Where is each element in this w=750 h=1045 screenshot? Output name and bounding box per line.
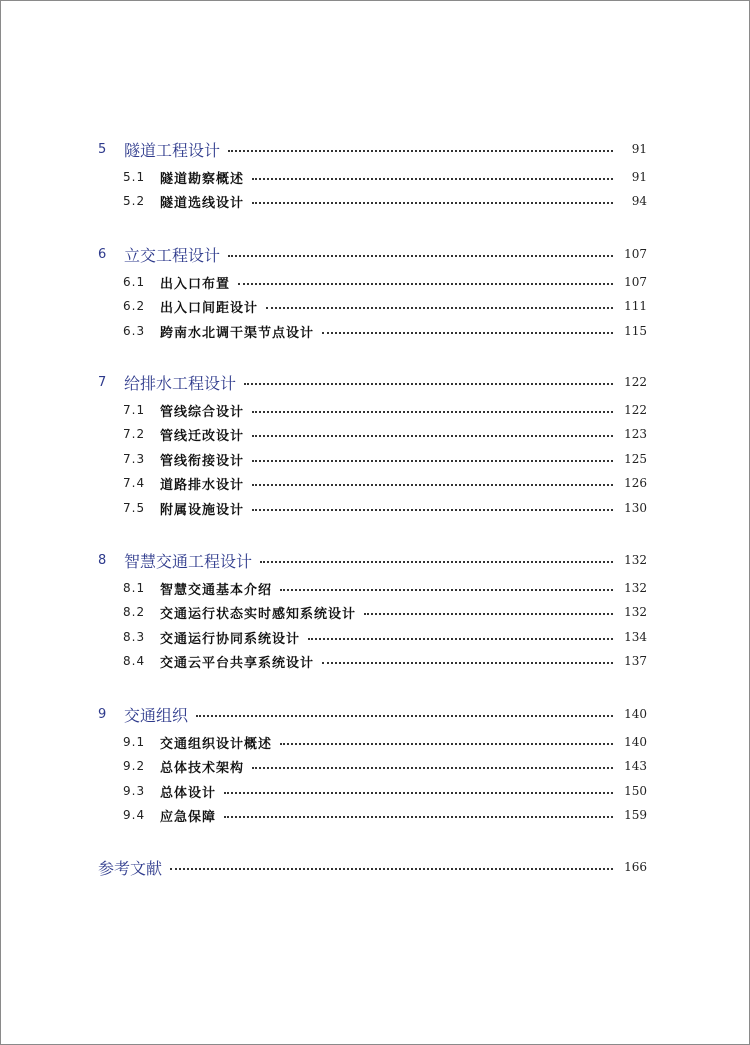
toc-chapter-6[interactable]: [98, 243, 647, 265]
dot-leader: [252, 460, 613, 462]
dot-leader: [252, 411, 613, 413]
dot-leader: [280, 589, 613, 591]
toc-section-8-4-page-number: 137: [624, 654, 647, 668]
dot-leader: [238, 283, 613, 285]
toc-section-7-4-title: 道路排水设计: [160, 477, 245, 493]
toc-section-9-2[interactable]: [123, 755, 647, 777]
toc-section-9-3-page-number: 150: [624, 784, 647, 798]
toc-section-9-4-page-number: 159: [624, 808, 647, 822]
toc-section-9-1-number: 9.1: [123, 735, 146, 749]
dot-leader: [260, 561, 613, 563]
toc-chapter-5-number: 5: [98, 141, 107, 157]
toc-section-9-1[interactable]: [123, 731, 647, 753]
toc-section-6-2[interactable]: [123, 295, 647, 317]
toc-section-6-3[interactable]: [123, 320, 647, 342]
toc-section-7-2-page-number: 123: [624, 427, 647, 441]
toc-chapter-9-number: 9: [98, 706, 107, 722]
toc-section-6-3-number: 6.3: [123, 324, 146, 338]
dot-leader: [224, 792, 613, 794]
toc-section-7-4-page-number: 126: [624, 476, 647, 490]
toc-chapter-7[interactable]: [98, 371, 647, 393]
toc-chapter-5-title: 隧道工程设计: [124, 140, 221, 160]
toc-section-5-1-page-number: 91: [631, 170, 647, 184]
toc-section-5-1-title: 隧道勘察概述: [160, 171, 245, 187]
toc-chapter-8-number: 8: [98, 552, 107, 568]
dot-leader: [224, 816, 613, 818]
dot-leader: [244, 383, 613, 385]
toc-chapter-6-page-number: 107: [624, 247, 647, 261]
toc-section-6-3-page-number: 115: [624, 324, 647, 338]
toc-section-9-3[interactable]: [123, 780, 647, 802]
toc-section-8-4-title: 交通云平台共享系统设计: [160, 655, 315, 671]
toc-chapter-5[interactable]: [98, 138, 647, 160]
toc-section-8-2-number: 8.2: [123, 605, 146, 619]
toc-section-6-2-page-number: 111: [624, 299, 647, 313]
toc-section-7-5-title: 附属设施设计: [160, 502, 245, 518]
toc-section-7-2-number: 7.2: [123, 427, 146, 441]
toc-section-8-3-title: 交通运行协同系统设计: [160, 631, 301, 647]
toc-section-7-3[interactable]: [123, 448, 647, 470]
toc-chapter-8[interactable]: [98, 549, 647, 571]
dot-leader: [228, 255, 613, 257]
toc-chapter-8-title: 智慧交通工程设计: [124, 551, 253, 571]
toc-section-6-1-page-number: 107: [624, 275, 647, 289]
dot-leader: [266, 307, 613, 309]
dot-leader: [280, 743, 613, 745]
toc-section-8-2-title: 交通运行状态实时感知系统设计: [160, 606, 357, 622]
dot-leader: [252, 178, 613, 180]
toc-section-6-1-title: 出入口布置: [160, 276, 231, 292]
dot-leader: [252, 767, 613, 769]
toc-section-5-1[interactable]: [123, 166, 647, 188]
toc-section-8-3-number: 8.3: [123, 630, 146, 644]
toc-references-page-number: 166: [624, 860, 647, 874]
toc-section-8-1-page-number: 132: [624, 581, 647, 595]
toc-section-7-4-number: 7.4: [123, 476, 146, 490]
toc-section-8-3[interactable]: [123, 626, 647, 648]
toc-chapter-7-number: 7: [98, 374, 107, 390]
dot-leader: [252, 509, 613, 511]
toc-section-7-3-title: 管线衔接设计: [160, 453, 245, 469]
toc-section-8-3-page-number: 134: [624, 630, 647, 644]
toc-section-7-1-number: 7.1: [123, 403, 146, 417]
toc-chapter-9-title: 交通组织: [124, 705, 189, 725]
dot-leader: [252, 484, 613, 486]
toc-chapter-6-title: 立交工程设计: [124, 245, 221, 265]
toc-section-9-4-number: 9.4: [123, 808, 146, 822]
toc-section-7-5-page-number: 130: [624, 501, 647, 515]
toc-section-7-1-page-number: 122: [624, 403, 647, 417]
toc-references-title: 参考文献: [98, 858, 163, 878]
toc-section-8-1[interactable]: [123, 577, 647, 599]
toc-chapter-6-number: 6: [98, 246, 107, 262]
toc-section-7-5-number: 7.5: [123, 501, 146, 515]
toc-section-8-4[interactable]: [123, 650, 647, 672]
toc-section-6-1-number: 6.1: [123, 275, 146, 289]
toc-section-7-3-number: 7.3: [123, 452, 146, 466]
table-of-contents: [1, 1, 749, 1044]
toc-section-7-2-title: 管线迁改设计: [160, 428, 245, 444]
toc-section-7-1-title: 管线综合设计: [160, 404, 245, 420]
toc-section-6-2-number: 6.2: [123, 299, 146, 313]
toc-section-5-1-number: 5.1: [123, 170, 146, 184]
toc-section-5-2-number: 5.2: [123, 194, 146, 208]
toc-chapter-7-page-number: 122: [624, 375, 647, 389]
toc-section-6-3-title: 跨南水北调干渠节点设计: [160, 325, 315, 341]
dot-leader: [364, 613, 613, 615]
dot-leader: [252, 202, 613, 204]
toc-section-5-2-title: 隧道选线设计: [160, 195, 245, 211]
toc-section-7-1[interactable]: [123, 399, 647, 421]
toc-chapter-5-page-number: 91: [631, 142, 647, 156]
dot-leader: [308, 638, 613, 640]
dot-leader: [170, 868, 613, 870]
toc-chapter-7-title: 给排水工程设计: [124, 373, 237, 393]
toc-section-8-2-page-number: 132: [624, 605, 647, 619]
dot-leader: [196, 715, 613, 717]
toc-chapter-8-page-number: 132: [624, 553, 647, 567]
toc-section-6-1[interactable]: [123, 271, 647, 293]
toc-section-8-1-title: 智慧交通基本介绍: [160, 582, 273, 598]
toc-section-8-4-number: 8.4: [123, 654, 146, 668]
toc-chapter-9[interactable]: [98, 703, 647, 725]
dot-leader: [252, 435, 613, 437]
toc-section-5-2[interactable]: [123, 190, 647, 212]
dot-leader: [322, 662, 613, 664]
toc-section-8-2[interactable]: [123, 601, 647, 623]
toc-section-9-2-title: 总体技术架构: [160, 760, 245, 776]
toc-section-9-2-number: 9.2: [123, 759, 146, 773]
toc-section-9-3-title: 总体设计: [160, 785, 217, 801]
toc-section-7-4[interactable]: [123, 472, 647, 494]
toc-section-9-2-page-number: 143: [624, 759, 647, 773]
toc-section-7-2[interactable]: [123, 423, 647, 445]
toc-section-9-1-page-number: 140: [624, 735, 647, 749]
toc-chapter-9-page-number: 140: [624, 707, 647, 721]
toc-section-5-2-page-number: 94: [631, 194, 647, 208]
dot-leader: [228, 150, 613, 152]
toc-references[interactable]: [98, 856, 647, 878]
toc-section-9-4-title: 应急保障: [160, 809, 217, 825]
toc-section-9-4[interactable]: [123, 804, 647, 826]
toc-section-8-1-number: 8.1: [123, 581, 146, 595]
toc-section-9-3-number: 9.3: [123, 784, 146, 798]
toc-section-6-2-title: 出入口间距设计: [160, 300, 259, 316]
toc-section-9-1-title: 交通组织设计概述: [160, 736, 273, 752]
dot-leader: [322, 332, 613, 334]
toc-section-7-5[interactable]: [123, 497, 647, 519]
toc-section-7-3-page-number: 125: [624, 452, 647, 466]
